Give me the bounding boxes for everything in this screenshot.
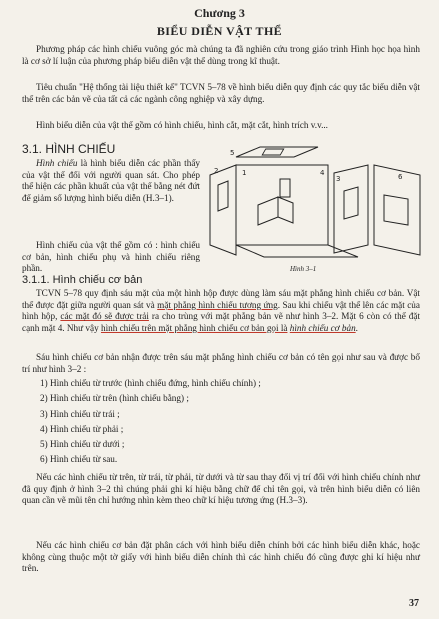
figure-label-2: 2 (214, 167, 219, 175)
section-heading: 3.1. HÌNH CHIẾU (22, 142, 116, 156)
object-side (278, 197, 293, 223)
underline-phrase-2: các mặt đó sẽ được trải (60, 311, 149, 322)
separate-views-paragraph: Nếu các hình chiếu cơ bản đặt phân cách với hình biểu diễn chính bởi các hình biểu diễn khác, hoặc không cùng thuộc một tờ giấy với hình biểu diễn chính thì các hình chiếu đó cũng được ghi kí hiệu như trên. (22, 540, 420, 574)
section-paragraph-2: Hình chiếu của vật thể gồm có : hình chiếu cơ bản, hình chiếu phụ và hình chiếu riêng phần. (22, 240, 200, 274)
underline-phrase-1: mặt phẳng hình chiếu tương ứng (157, 299, 278, 310)
face-2-outline (210, 165, 236, 255)
chapter-title: BIỂU DIỄN VẬT THỂ (156, 24, 283, 38)
subsection-text-b: . Sau khi chiếu vật thể lên các mặt của hình hộp, (22, 299, 420, 322)
term-basic-view: hình chiếu cơ bản (289, 322, 356, 333)
subsection-paragraph (22, 288, 420, 334)
list-item: 2) Hình chiếu từ trên (hình chiếu bằng) ; (40, 393, 189, 404)
chapter-heading: Chương 3 (194, 6, 245, 20)
list-item: 4) Hình chiếu từ phải ; (40, 423, 124, 434)
list-item: 5) Hình chiếu từ dưới ; (40, 439, 125, 450)
figure-label-5: 5 (230, 149, 235, 157)
subsection-text-a: TCVN 5–78 quy định sáu mặt của một hình hộp được dùng làm sáu mặt phẳng hình chiếu cơ bản. Vật thể được đặt giữa người quan sát và (22, 288, 420, 310)
subsection-heading: 3.1.1. Hình chiếu cơ bản (22, 274, 143, 286)
projection-box-figure (208, 145, 428, 263)
object-top-block (280, 179, 290, 197)
face-3-view (344, 187, 358, 219)
subsection-text-c: ra cho trùng với mặt phẳng bản vẽ như hình 3–2. Mặt 6 còn có thể đặt cạnh mặt 4. Như vậy (22, 311, 420, 333)
list-item: 1) Hình chiếu từ trước (hình chiếu đứng, hình chiếu chính) ; (40, 378, 261, 388)
view-list (40, 376, 261, 468)
section-term: Hình chiếu (36, 158, 78, 168)
intro-paragraph-2: Tiêu chuẩn "Hệ thống tài liệu thiết kế" TCVN 5–78 về hình biểu diễn quy định các quy tắc biểu diễn vật thể trên các bản vẽ của tất cả các ngành công nghiệp và xây dựng. (22, 82, 420, 104)
object-block (258, 197, 278, 225)
arrangement-paragraph: Nếu các hình chiếu từ trên, từ trái, từ phải, từ dưới và từ sau thay đổi vị trí đối với hình chiếu chính như đã quy định ở hình 3–2 thì chúng phải ghi kí hiệu bằng chữ để chỉ tên gọi, và trên hình biểu diễn có liên quan cần vẽ mũi tên chỉ hướng nhìn kèm theo chữ kí hiệu tương ứng (H.3–3). (22, 472, 420, 506)
face-6-view (384, 195, 408, 225)
face-5-view (262, 149, 283, 155)
page-number: 37 (409, 598, 419, 609)
view-names-intro: Sáu hình chiếu cơ bản nhận được trên sáu mặt phẳng hình chiếu cơ bản có tên gọi như sau và được bố trí như hình 3–2 : (22, 352, 420, 374)
subsection-text-end: . (355, 322, 358, 333)
face-6-outline (374, 165, 420, 255)
face-1-outline (236, 165, 328, 245)
figure-label-6: 6 (398, 173, 403, 181)
underline-phrase-3: hình chiếu trên mặt phẳng hình chiếu cơ bản gọi là (100, 322, 288, 333)
intro-paragraph-3: Hình biểu diễn của vật thể gồm có hình chiếu, hình cắt, mặt cắt, hình trích v.v... (36, 120, 328, 130)
floor-face (236, 245, 358, 257)
figure-caption: Hình 3–1 (290, 265, 317, 273)
face-2-view (218, 181, 228, 211)
list-item: 6) Hình chiếu từ sau. (40, 454, 118, 465)
intro-paragraph-1: Phương pháp các hình chiếu vuông góc mà chúng ta đã nghiên cứu trong giáo trình Hình học họa hình là cơ sở lí luận của phương pháp biểu diễn vật thể dùng trong kĩ thuật. (22, 44, 420, 66)
figure-label-3: 3 (336, 175, 341, 183)
figure-label-1: 1 (242, 169, 247, 177)
figure-label-4: 4 (320, 169, 325, 177)
list-item: 3) Hình chiếu từ trái ; (40, 408, 120, 419)
section-paragraph-1 (22, 158, 200, 204)
section-paragraph-1-text: là hình biểu diễn các phần thấy của vật thể đối với người quan sát. Cho phép thể hiện các phần khuất của vật thể bằng nét đứt để giảm số lượng hình biểu diễn (H.3–1). (22, 158, 200, 203)
